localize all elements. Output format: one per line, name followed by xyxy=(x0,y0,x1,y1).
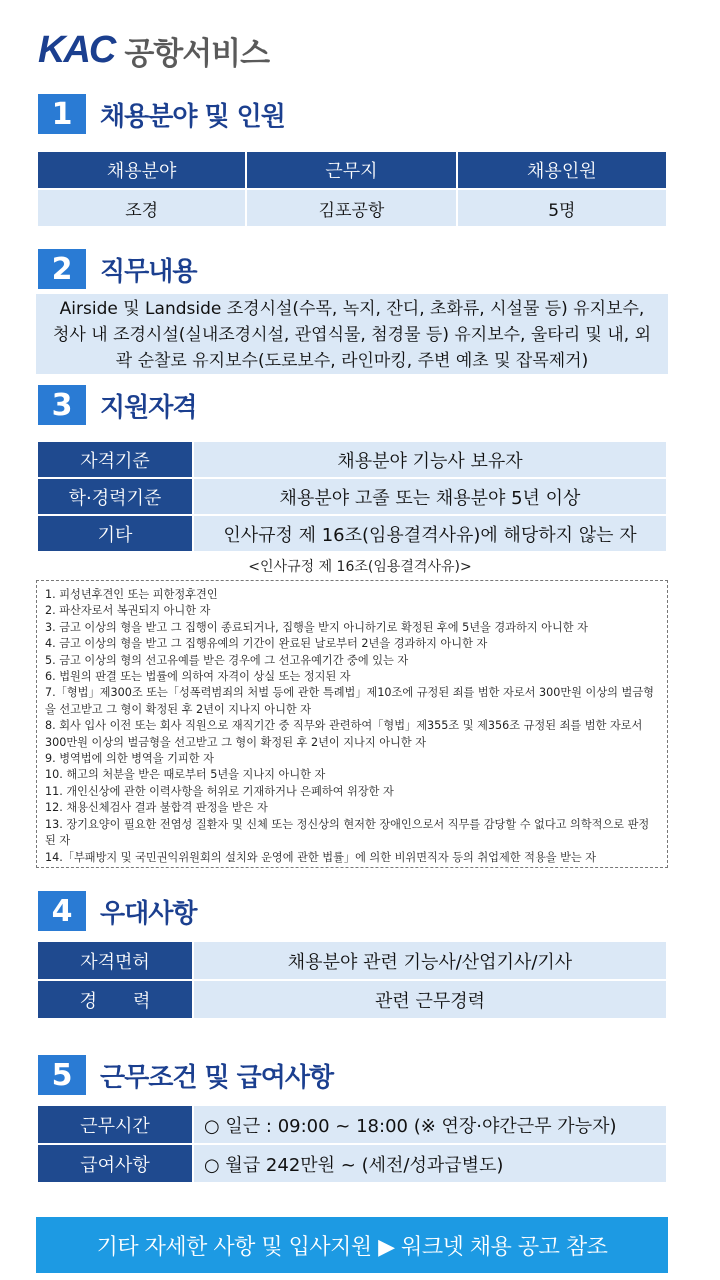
rule-item: 7.「형법」제300조 또는「성폭력범죄의 처벌 등에 관한 특례법」제10조에 규정된 죄를 범한 자로서 300만원 이상의 벌금형을 선고받고 그 형이 확정된 후 2년이 지나지 아니한 자 xyxy=(45,686,654,716)
worknet-reference-banner[interactable]: 기타 자세한 사항 및 입사지원 ▶ 워크넷 채용 공고 참조 xyxy=(36,1217,668,1273)
recruit-cell-location: 김포공항 xyxy=(246,189,456,227)
section-4-header xyxy=(38,891,196,931)
rule-item: 13. 장기요양이 필요한 전염성 질환자 및 신체 또는 정신상의 현저한 장애인으로서 직무를 감당할 수 없다고 의학적으로 판정된 자 xyxy=(45,817,650,848)
qualification-value: 채용분야 기능사 보유자 xyxy=(193,441,667,478)
rule-title: <인사규정 제 16조(임용결격사유)> xyxy=(248,559,472,575)
preference-value: 관련 근무경력 xyxy=(193,980,667,1019)
section-2-header xyxy=(38,249,196,289)
rule-item: 9. 병역법에 의한 병역을 기피한 자 xyxy=(45,752,214,766)
section-title: 지원자격 xyxy=(100,392,197,423)
section-number: 5 xyxy=(38,1055,86,1095)
rule-item: 14.「부패방지 및 국민권익위원회의 설치와 운영에 관한 법률」에 의한 비위면직자 등의 취업제한 적용을 받는 자 xyxy=(45,850,597,864)
rule-item: 6. 법원의 판결 또는 법률에 의하여 자격이 상실 또는 정지된 자 xyxy=(45,670,351,684)
duty-line: Airside 및 Landside 조경시설(수목, 녹지, 잔디, 초화류, 시설물 등) 유지보수, xyxy=(59,299,645,319)
section-title: 근무조건 및 급여사항 xyxy=(100,1062,334,1093)
qualification-label: 자격기준 xyxy=(37,441,193,478)
preference-value: 채용분야 관련 기능사/산업기사/기사 xyxy=(193,941,667,980)
preference-label: 경 력 xyxy=(37,980,193,1019)
rule-item: 10. 해고의 처분을 받은 때로부터 5년을 지나지 아니한 자 xyxy=(45,768,326,782)
conditions-table xyxy=(36,1104,668,1184)
logo-text: 공항서비스 xyxy=(124,35,270,72)
preference-table xyxy=(36,940,668,1020)
rule-item: 4. 금고 이상의 형을 받고 그 집행유예의 기간이 완료된 날로부터 2년을 경과하지 아니한 자 xyxy=(45,637,488,651)
rule-item: 2. 파산자로서 복권되지 아니한 자 xyxy=(45,604,211,618)
rule-item: 8. 회사 입사 이전 또는 회사 직원으로 재직기간 중 직무와 관련하여「형법」제355조 및 제356조 규정된 죄를 범한 자로서 300만원 이상의 벌금형을 선고받고 그 형이 확정된 후 2년이 지나지 아니한 자 xyxy=(45,719,643,749)
duty-line: 곽 순찰로 유지보수(도로보수, 라인마킹, 주변 예초 및 잡목제거) xyxy=(115,351,589,371)
recruit-table xyxy=(36,150,668,228)
disqualification-rules-box xyxy=(36,580,668,868)
recruit-header-count: 채용인원 xyxy=(457,151,667,189)
recruit-header-location: 근무지 xyxy=(246,151,456,189)
conditions-value: ○ 일근 : 09:00 ~ 18:00 (※ 연장·야간근무 가능자) xyxy=(193,1105,667,1144)
section-title: 직무내용 xyxy=(100,256,197,287)
section-number: 3 xyxy=(38,385,86,425)
section-title: 우대사항 xyxy=(100,898,197,929)
section-3-header xyxy=(38,385,196,425)
rule-item: 12. 채용신체검사 결과 불합격 판정을 받은 자 xyxy=(45,801,268,815)
recruit-cell-count: 5명 xyxy=(457,189,667,227)
section-number: 1 xyxy=(38,94,86,134)
kac-logo-mark: KAC xyxy=(38,28,115,71)
qualification-value: 채용분야 고졸 또는 채용분야 5년 이상 xyxy=(193,478,667,515)
qualification-label: 기타 xyxy=(37,515,193,552)
rule-item: 11. 개인신상에 관한 이력사항을 허위로 기재하거나 은폐하여 위장한 자 xyxy=(45,784,394,798)
rule-item: 3. 금고 이상의 형을 받고 그 집행이 종료되거나, 집행을 받지 아니하기로 확정된 후에 5년을 경과하지 아니한 자 xyxy=(45,620,588,634)
section-1-header xyxy=(38,94,285,134)
conditions-label: 급여사항 xyxy=(37,1144,193,1183)
duty-description xyxy=(36,294,668,374)
preference-label: 자격면허 xyxy=(37,941,193,980)
section-number: 4 xyxy=(38,891,86,931)
rule-item: 5. 금고 이상의 형의 선고유예를 받은 경우에 그 선고유예기간 중에 있는 자 xyxy=(45,653,409,667)
section-number: 2 xyxy=(38,249,86,289)
section-5-header xyxy=(38,1055,333,1095)
recruit-header-field: 채용분야 xyxy=(37,151,246,189)
recruit-cell-field: 조경 xyxy=(37,189,246,227)
conditions-value: ○ 월급 242만원 ~ (세전/성과급별도) xyxy=(193,1144,667,1183)
duty-line: 청사 내 조경시설(실내조경시설, 관엽식물, 첨경물 등) 유지보수, 울타리 및 내, 외 xyxy=(53,325,651,345)
qualification-label: 학·경력기준 xyxy=(37,478,193,515)
conditions-label: 근무시간 xyxy=(37,1105,193,1144)
section-title: 채용분야 및 인원 xyxy=(100,101,285,132)
rule-item: 1. 피성년후견인 또는 피한정후견인 xyxy=(45,588,218,601)
company-logo xyxy=(38,30,269,70)
qualification-table xyxy=(36,440,668,553)
qualification-value: 인사규정 제 16조(임용결격사유)에 해당하지 않는 자 xyxy=(193,515,667,552)
